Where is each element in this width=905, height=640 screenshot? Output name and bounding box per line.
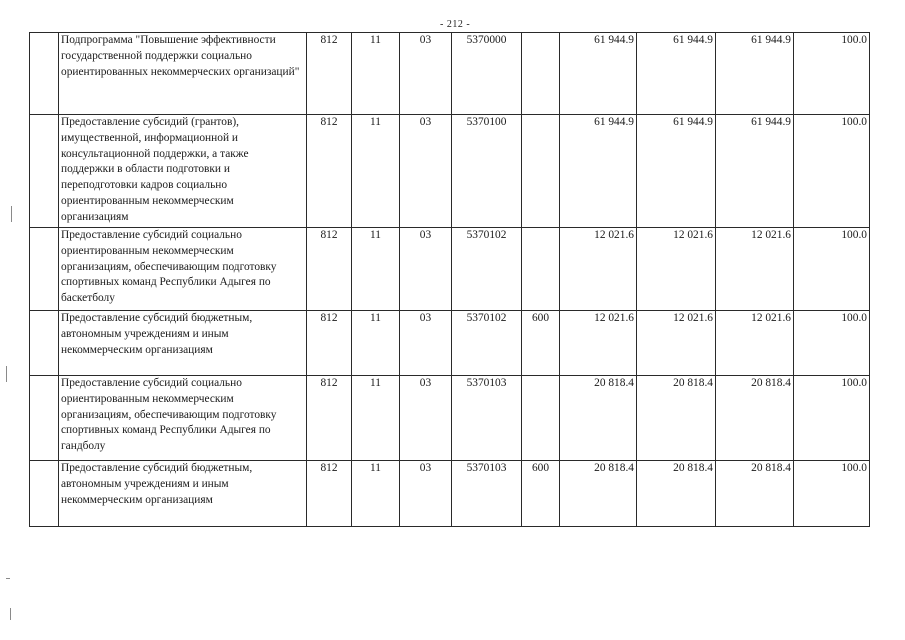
cell-csr: 5370103 xyxy=(452,376,522,461)
cell-ved: 812 xyxy=(307,311,352,376)
cell-name: Предоставление субсидий социально ориентированным некоммерческим организациям, обеспечивающим подготовку спортивных команд Республики Адыгея по гандболу xyxy=(59,376,307,461)
cell-rz: 11 xyxy=(352,115,400,228)
cell-name: Предоставление субсидий (грантов), имущественной, информационной и консультационной поддержки, а также поддержки в области подготовки и переподготовки кадров социально ориентированным некоммерческим организациям xyxy=(59,115,307,228)
cell-csr: 5370102 xyxy=(452,228,522,311)
cell-vr: 600 xyxy=(522,311,560,376)
cell-vr: 600 xyxy=(522,461,560,527)
table-row xyxy=(30,228,870,311)
cell-csr: 5370000 xyxy=(452,33,522,115)
cell-name: Подпрограмма "Повышение эффективности государственной поддержки социально ориентированных некоммерческих организаций" xyxy=(59,33,307,115)
cell-pr: 03 xyxy=(400,228,452,311)
cell-sum1: 20 818.4 xyxy=(560,461,637,527)
cell-sum1: 61 944.9 xyxy=(560,33,637,115)
cell-sum3: 20 818.4 xyxy=(716,461,794,527)
cell-sum3: 61 944.9 xyxy=(716,33,794,115)
page-number: - 212 - xyxy=(440,19,471,30)
cell-pr: 03 xyxy=(400,461,452,527)
table-row xyxy=(30,311,870,376)
cell-sum1: 20 818.4 xyxy=(560,376,637,461)
cell-sum2: 61 944.9 xyxy=(637,115,716,228)
cell-sum2: 61 944.9 xyxy=(637,33,716,115)
cell-csr: 5370102 xyxy=(452,311,522,376)
scan-mark xyxy=(10,608,11,620)
cell-rz: 11 xyxy=(352,311,400,376)
cell-rz: 11 xyxy=(352,376,400,461)
cell-name: Предоставление субсидий бюджетным, автономным учреждениям и иным некоммерческим организациям xyxy=(59,461,307,527)
table-row xyxy=(30,461,870,527)
cell-rz: 11 xyxy=(352,33,400,115)
cell-pr: 03 xyxy=(400,115,452,228)
cell-sum1: 61 944.9 xyxy=(560,115,637,228)
row-margin-cell xyxy=(30,33,59,115)
cell-ved: 812 xyxy=(307,228,352,311)
cell-pct: 100.0 xyxy=(794,461,870,527)
cell-ved: 812 xyxy=(307,461,352,527)
cell-pct: 100.0 xyxy=(794,115,870,228)
cell-rz: 11 xyxy=(352,461,400,527)
cell-vr xyxy=(522,228,560,311)
cell-sum3: 12 021.6 xyxy=(716,311,794,376)
cell-name: Предоставление субсидий бюджетным, автономным учреждениям и иным некоммерческим организациям xyxy=(59,311,307,376)
cell-vr xyxy=(522,115,560,228)
cell-sum2: 20 818.4 xyxy=(637,376,716,461)
scan-mark xyxy=(11,206,12,222)
cell-sum2: 20 818.4 xyxy=(637,461,716,527)
table-row xyxy=(30,376,870,461)
cell-ved: 812 xyxy=(307,376,352,461)
cell-vr xyxy=(522,376,560,461)
row-margin-cell xyxy=(30,228,59,311)
cell-pr: 03 xyxy=(400,311,452,376)
cell-sum1: 12 021.6 xyxy=(560,228,637,311)
cell-ved: 812 xyxy=(307,33,352,115)
scan-mark xyxy=(6,578,10,579)
cell-pct: 100.0 xyxy=(794,228,870,311)
scan-mark xyxy=(6,366,7,382)
cell-vr xyxy=(522,33,560,115)
cell-csr: 5370103 xyxy=(452,461,522,527)
cell-sum3: 12 021.6 xyxy=(716,228,794,311)
cell-ved: 812 xyxy=(307,115,352,228)
cell-pct: 100.0 xyxy=(794,33,870,115)
cell-sum1: 12 021.6 xyxy=(560,311,637,376)
cell-name: Предоставление субсидий социально ориентированным некоммерческим организациям, обеспечивающим подготовку спортивных команд Республики Адыгея по баскетболу xyxy=(59,228,307,311)
budget-table xyxy=(29,32,870,527)
cell-rz: 11 xyxy=(352,228,400,311)
row-margin-cell xyxy=(30,376,59,461)
cell-pct: 100.0 xyxy=(794,311,870,376)
cell-pr: 03 xyxy=(400,33,452,115)
cell-pr: 03 xyxy=(400,376,452,461)
row-margin-cell xyxy=(30,461,59,527)
table-body xyxy=(30,33,870,527)
row-margin-cell xyxy=(30,115,59,228)
cell-sum3: 20 818.4 xyxy=(716,376,794,461)
row-margin-cell xyxy=(30,311,59,376)
cell-csr: 5370100 xyxy=(452,115,522,228)
cell-sum3: 61 944.9 xyxy=(716,115,794,228)
cell-sum2: 12 021.6 xyxy=(637,228,716,311)
table-row xyxy=(30,33,870,115)
cell-pct: 100.0 xyxy=(794,376,870,461)
table-row xyxy=(30,115,870,228)
cell-sum2: 12 021.6 xyxy=(637,311,716,376)
